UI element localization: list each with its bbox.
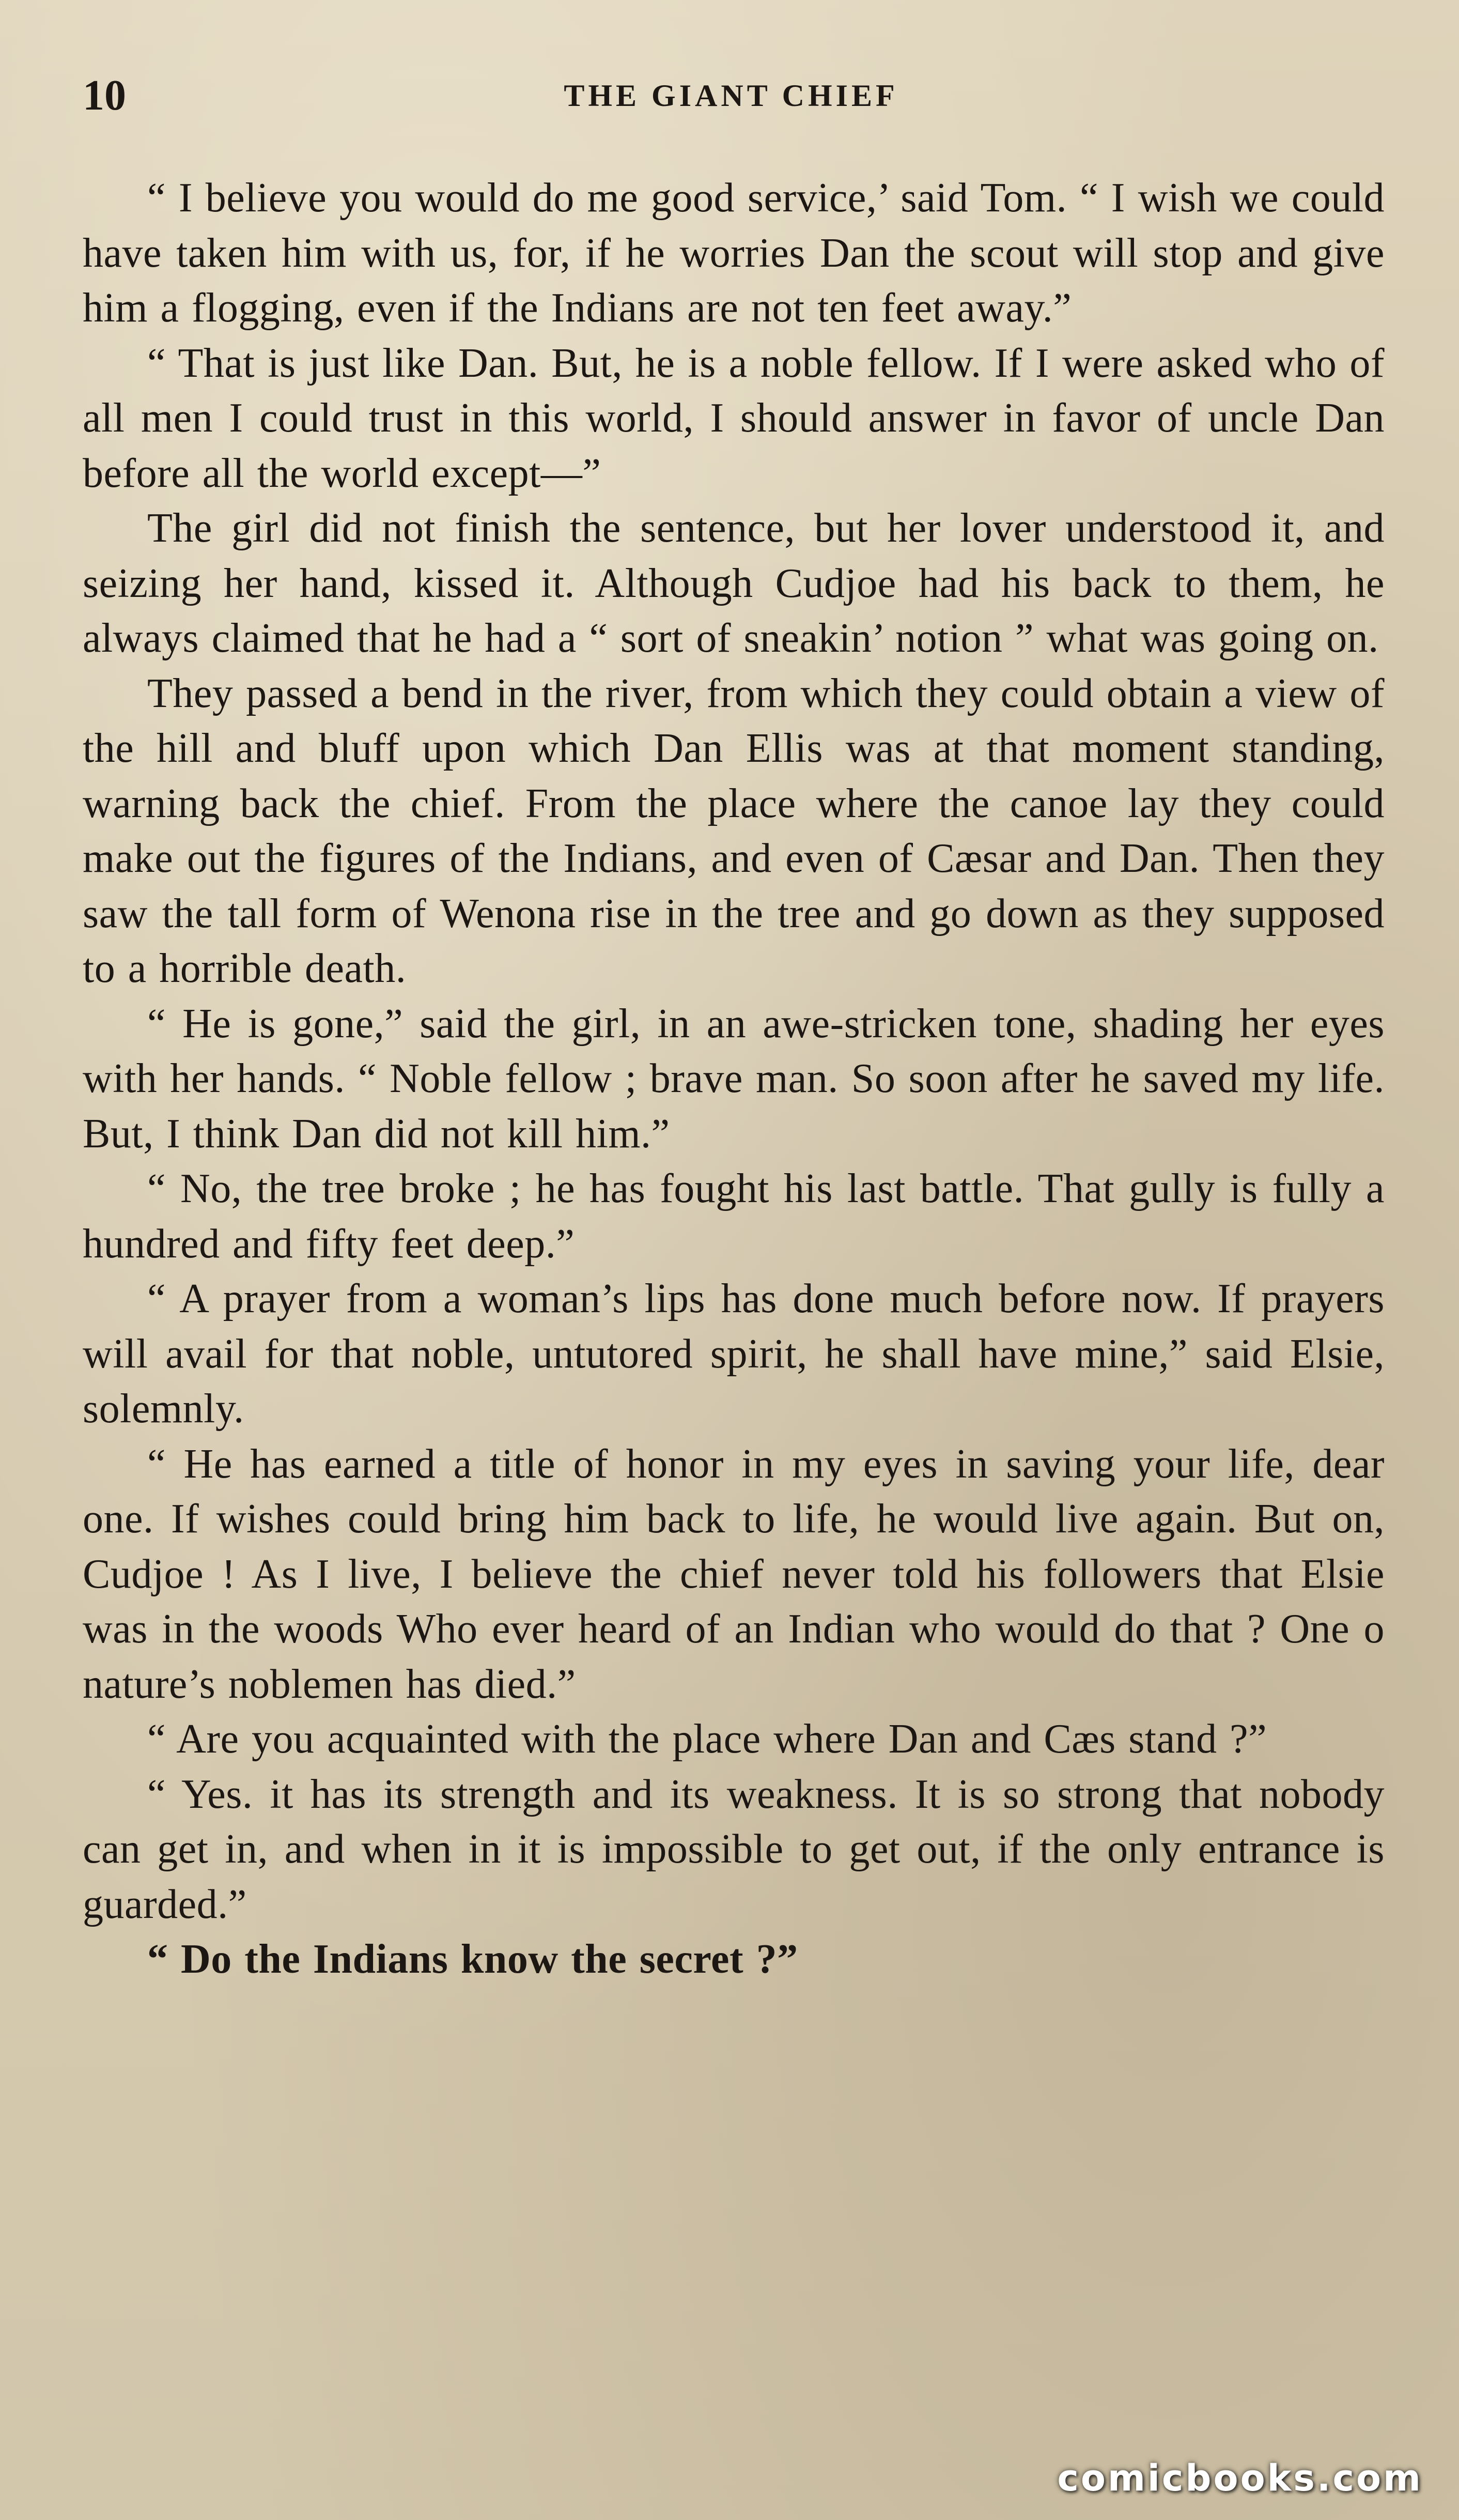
body-text [83,171,1385,1987]
page-header [83,67,1379,124]
page-number: 10 [83,71,126,119]
paragraph-11: “ Do the Indians know the secret ?” [147,1937,798,1982]
paragraph-6: “ No, the tree broke ; he has fought his last battle. That gully is fully a hundred and fifty feet deep.” [83,1166,1385,1267]
watermark-text: comicbooks.com [1057,2457,1423,2499]
running-head-title: THE GIANT CHIEF [564,79,898,113]
paragraph-2: “ That is just like Dan. But, he is a noble fellow. If I were asked who of all men I could trust in this world, I should answer in favor of uncle Dan before all the world except—” [83,340,1385,496]
paragraph-4: They passed a bend in the river, from which they could obtain a view of the hill and bluff upon which Dan Ellis was at that moment standing, warning back the chief. From the place where the canoe lay they could make out the figures of the Indians, and even of Cæsar and Dan. Then they saw the tall form of Wenona rise in the tree and go down as they supposed to a horrible death. [83,670,1385,991]
paragraph-3: The girl did not finish the sentence, but her lover understood it, and seizing her hand, kissed it. Although Cudjoe had his back to them, he always claimed that he had a “ sort of sneakin’ notion ” what was going on. [83,505,1385,661]
paragraph-9: “ Are you acquainted with the place where Dan and Cæs stand ?” [147,1716,1267,1762]
paragraph-10: “ Yes. it has its strength and its weakness. It is so strong that nobody can get in, and when in it is impossible to get out, if the only entrance is guarded.” [83,1771,1385,1927]
paragraph-5: “ He is gone,” said the girl, in an awe-stricken tone, shading her eyes with her hands. “ Noble fellow ; brave man. So soon after he saved my life. But, I think Dan did not kill him.” [83,1001,1385,1157]
paragraph-8: “ He has earned a title of honor in my eyes in saving your life, dear one. If wishes could bring him back to life, he would live again. But on, Cudjoe ! As I live, I believe the chief never told his followers that Elsie was in the woods Who ever heard of an Indian who would do that ? One o nature’s noblemen has died.” [83,1441,1385,1707]
paragraph-1: “ I believe you would do me good service,’ said Tom. “ I wish we could have taken him with us, for, if he worries Dan the scout will stop and give him a flogging, even if the Indians are not ten feet away.” [83,175,1385,331]
paragraph-7: “ A prayer from a woman’s lips has done much before now. If prayers will avail for that noble, untutored spirit, he shall have mine,” said Elsie, solemnly. [83,1276,1385,1432]
